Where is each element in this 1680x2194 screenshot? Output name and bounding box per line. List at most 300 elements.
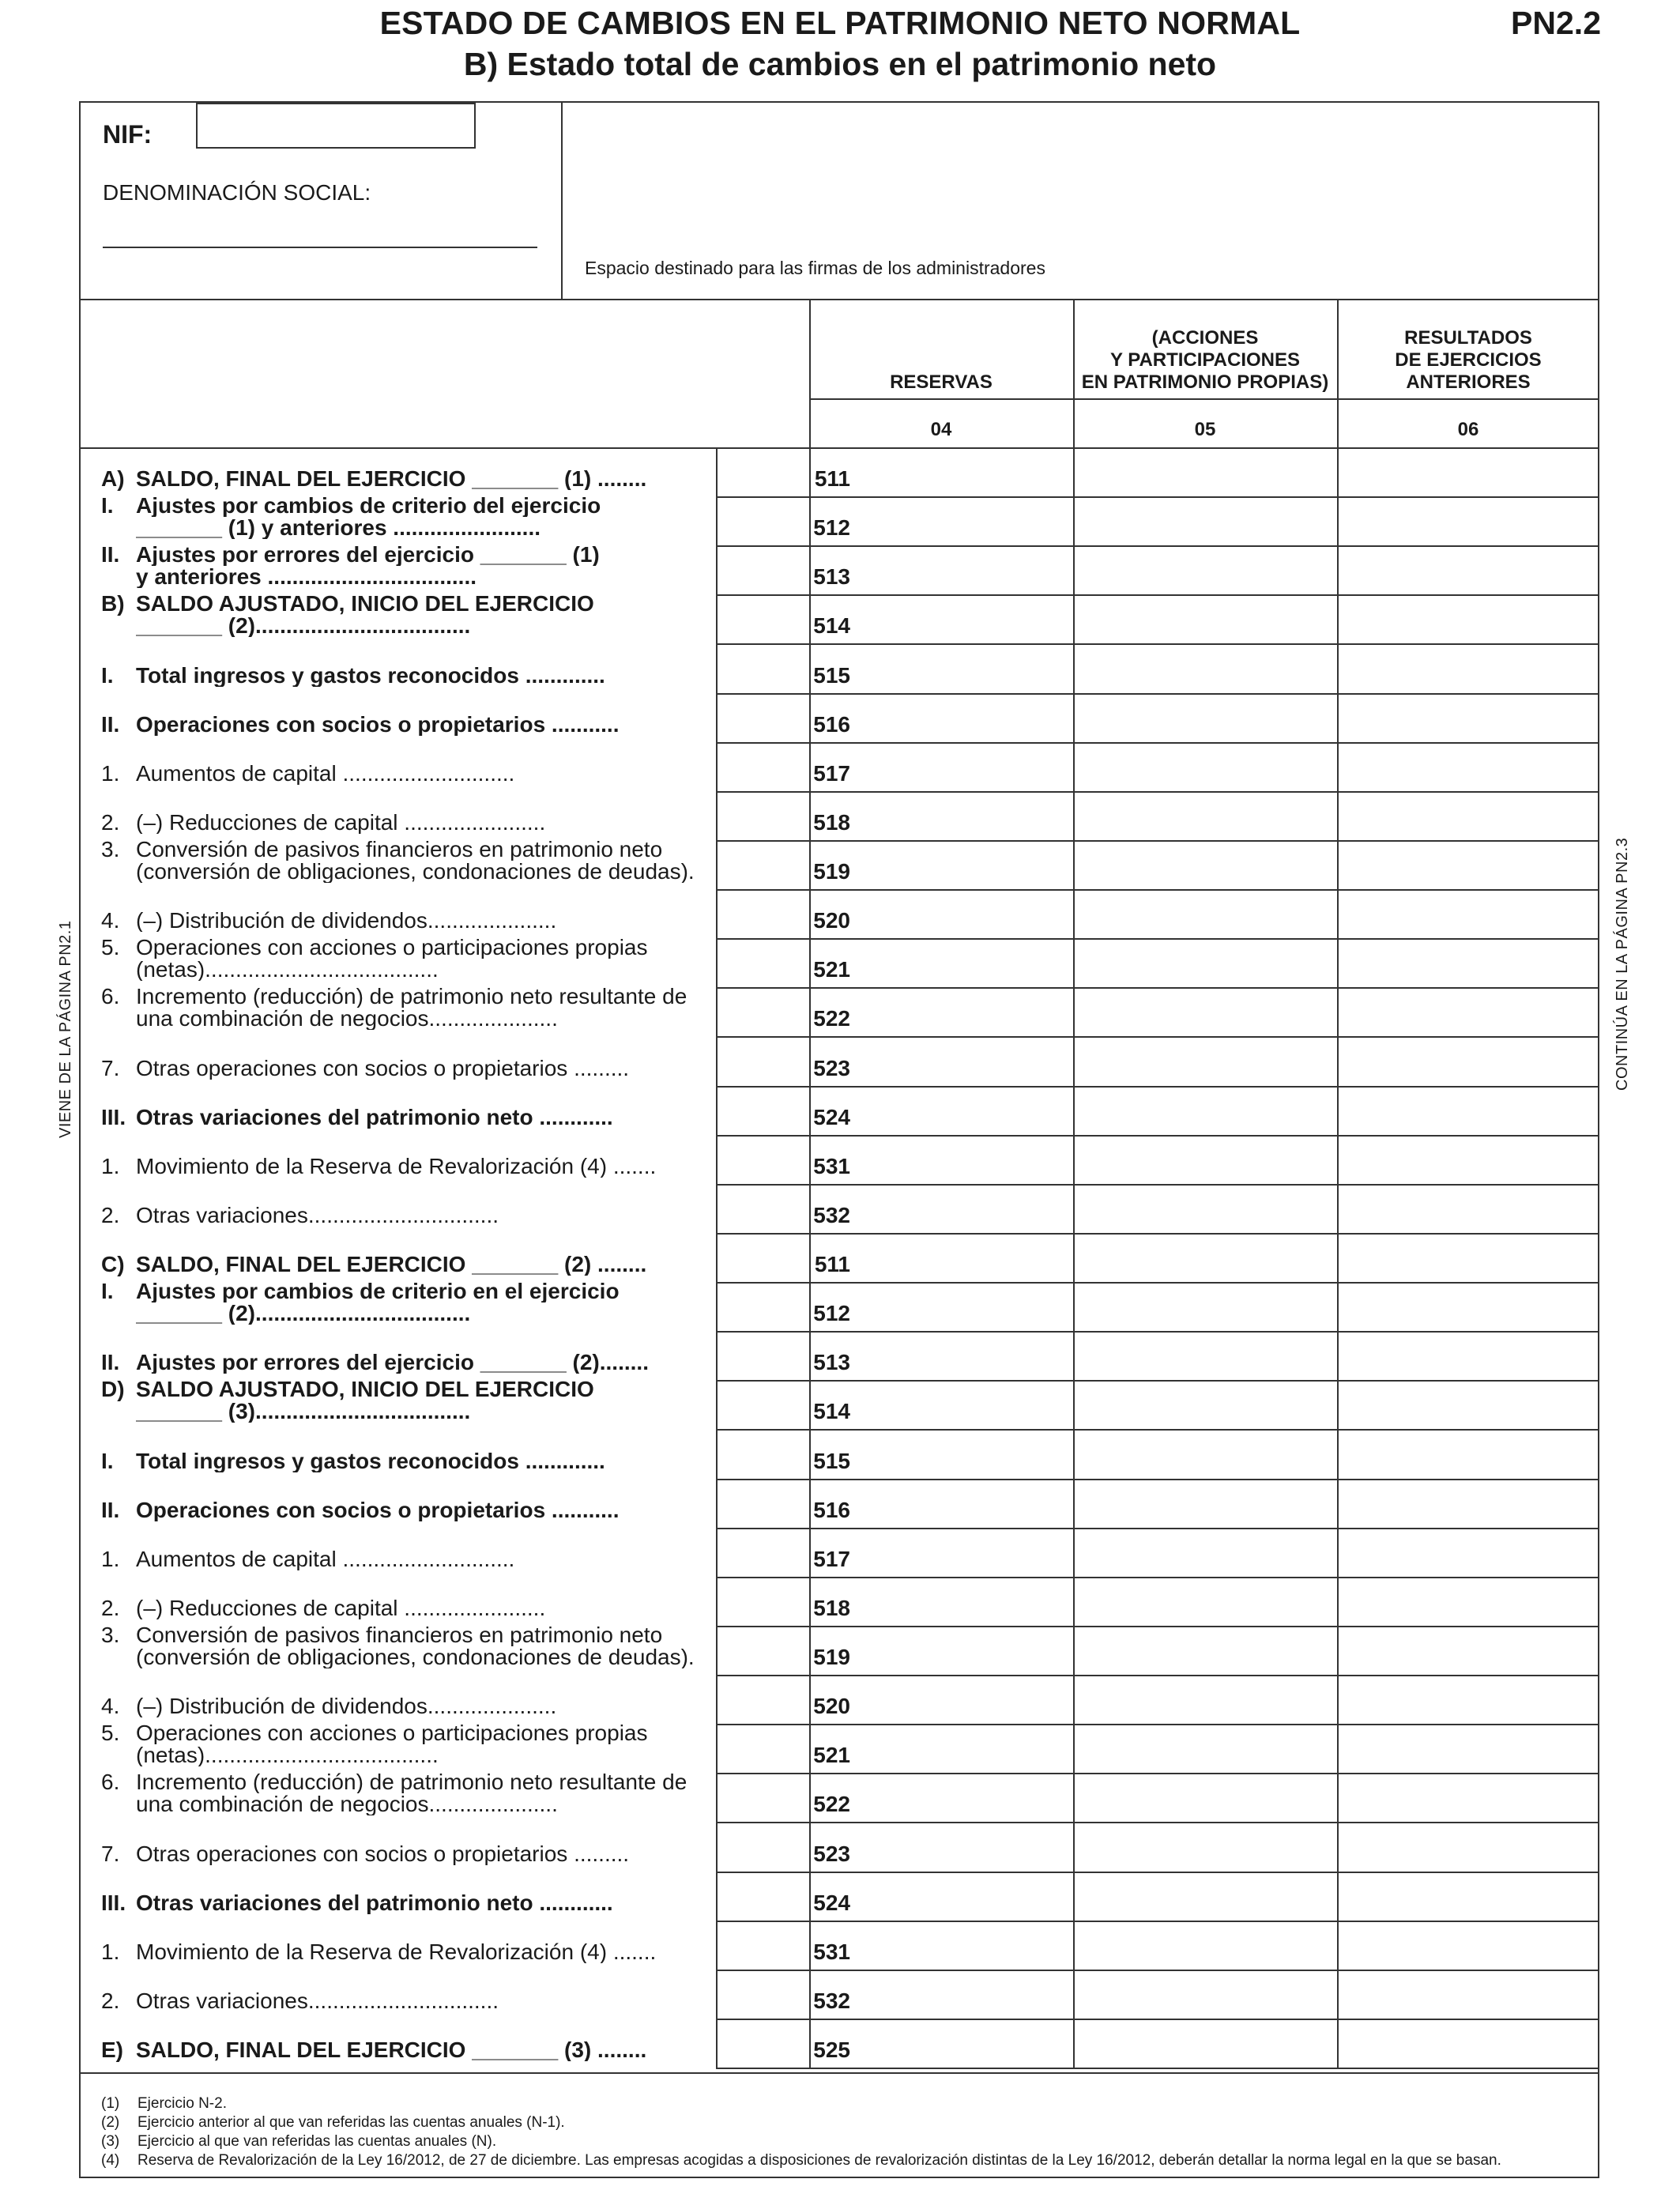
row-number bbox=[101, 1302, 136, 1325]
value-cell-05[interactable] bbox=[1075, 449, 1335, 495]
row-code: 517 bbox=[813, 1546, 850, 1571]
row-number bbox=[101, 1646, 136, 1668]
row-text: Otras operaciones con socios o propietarios ......... bbox=[136, 1057, 630, 1080]
row-label bbox=[101, 1429, 771, 1478]
row-text: Operaciones con socios o propietarios ........... bbox=[136, 713, 620, 736]
value-cell-04[interactable] bbox=[811, 1578, 1072, 1624]
row-number: I. bbox=[101, 1279, 114, 1304]
row-number: D) bbox=[101, 1377, 125, 1402]
value-cell-04[interactable] bbox=[811, 1186, 1072, 1231]
row-text: Aumentos de capital ............................ bbox=[136, 1547, 515, 1570]
column-number-06: 06 bbox=[1457, 419, 1479, 440]
value-cell-05[interactable] bbox=[1075, 1823, 1335, 1869]
row-text: Ajustes por errores del ejercicio _______ (1) bbox=[136, 544, 600, 567]
value-cell-06[interactable] bbox=[1339, 1038, 1598, 1084]
row-code: 532 bbox=[813, 1988, 850, 2013]
table-row bbox=[79, 493, 1599, 545]
row-number: 2. bbox=[101, 1202, 120, 1227]
value-cell-04[interactable] bbox=[811, 1137, 1072, 1182]
value-cell-06[interactable] bbox=[1339, 1578, 1598, 1624]
value-cell-05[interactable] bbox=[1075, 1873, 1335, 1919]
row-code: 522 bbox=[813, 1792, 850, 1817]
row-code: 518 bbox=[813, 809, 850, 835]
row-code: 521 bbox=[813, 1743, 850, 1768]
row-number: 2. bbox=[101, 1595, 120, 1620]
table-row bbox=[79, 542, 1599, 594]
table-row bbox=[79, 447, 1599, 496]
row-text: Conversión de pasivos financieros en patrimonio neto bbox=[136, 1624, 663, 1647]
table-row bbox=[79, 693, 1599, 742]
row-text: Operaciones con acciones o participaciones propias bbox=[136, 1722, 648, 1745]
row-number bbox=[101, 1008, 136, 1030]
value-cell-04[interactable] bbox=[811, 1627, 1072, 1673]
value-cell-04[interactable] bbox=[811, 989, 1072, 1035]
row-text: SALDO AJUSTADO, INICIO DEL EJERCICIO bbox=[136, 1378, 594, 1401]
row-text: _______ (3)................................... bbox=[136, 1400, 471, 1423]
value-cell-05[interactable] bbox=[1075, 2020, 1335, 2066]
footnote bbox=[101, 2132, 1501, 2151]
row-code: 519 bbox=[813, 859, 850, 884]
table-row bbox=[79, 1184, 1599, 1233]
row-number: I. bbox=[101, 1448, 114, 1473]
row-code: 515 bbox=[813, 1448, 850, 1473]
column-heading-05: (ACCIONES Y PARTICIPACIONES EN PATRIMONIO PROPIAS) bbox=[1081, 327, 1329, 393]
value-cell-04[interactable] bbox=[811, 842, 1072, 888]
row-number bbox=[101, 1400, 136, 1423]
value-cell-05[interactable] bbox=[1075, 744, 1335, 790]
row-code: 525 bbox=[813, 2037, 850, 2062]
row-text: Otras variaciones............................... bbox=[136, 1204, 499, 1227]
value-cell-05[interactable] bbox=[1075, 793, 1335, 839]
row-label bbox=[101, 1036, 771, 1085]
row-number: 5. bbox=[101, 935, 120, 960]
row-label bbox=[101, 1377, 771, 1429]
column-heading-04: RESERVAS bbox=[890, 371, 993, 393]
table-row bbox=[79, 1822, 1599, 1871]
table-row bbox=[79, 742, 1599, 791]
value-cell-05[interactable] bbox=[1075, 891, 1335, 937]
value-cell-04[interactable] bbox=[811, 498, 1072, 544]
table-row bbox=[79, 1331, 1599, 1380]
footnote bbox=[101, 2151, 1501, 2170]
row-label bbox=[101, 542, 771, 594]
row-label bbox=[101, 791, 771, 840]
value-cell-05[interactable] bbox=[1075, 1578, 1335, 1624]
value-cell-04[interactable] bbox=[811, 1774, 1072, 1820]
value-cell-06[interactable] bbox=[1339, 744, 1598, 790]
value-cell-04[interactable] bbox=[811, 1038, 1072, 1084]
row-number: 3. bbox=[101, 1623, 120, 1648]
id-bottom-rule bbox=[79, 299, 1599, 300]
row-label bbox=[101, 1770, 771, 1822]
table-row bbox=[79, 1721, 1599, 1773]
row-text: Otras variaciones del patrimonio neto ............ bbox=[136, 1891, 613, 1914]
table-row bbox=[79, 1479, 1599, 1528]
row-text: Otras operaciones con socios o propietarios ......... bbox=[136, 1842, 630, 1865]
value-cell-04[interactable] bbox=[811, 1922, 1072, 1968]
table-row bbox=[79, 791, 1599, 840]
footnote-text: Ejercicio al que van referidas las cuentas anuales (N). bbox=[137, 2133, 497, 2150]
footnote-text: Ejercicio anterior al que van referidas las cuentas anuales (N-1). bbox=[137, 2114, 565, 2131]
row-label bbox=[101, 643, 771, 692]
value-cell-06[interactable] bbox=[1339, 793, 1598, 839]
row-text: Operaciones con acciones o participaciones propias bbox=[136, 937, 648, 959]
value-cell-06[interactable] bbox=[1339, 1627, 1598, 1673]
row-number: 6. bbox=[101, 984, 120, 1009]
table-row bbox=[79, 1675, 1599, 1724]
row-number: III. bbox=[101, 1104, 126, 1129]
row-label bbox=[101, 1331, 771, 1380]
row-code: 516 bbox=[813, 711, 850, 737]
row-text: SALDO, FINAL DEL EJERCICIO _______ (1) ........ bbox=[136, 468, 647, 491]
value-cell-06[interactable] bbox=[1339, 547, 1598, 593]
footnote-key: (3) bbox=[101, 2133, 120, 2150]
row-text: Aumentos de capital ............................ bbox=[136, 762, 515, 785]
value-cell-05[interactable] bbox=[1075, 1382, 1335, 1427]
table-row bbox=[79, 1770, 1599, 1822]
value-cell-04[interactable] bbox=[811, 891, 1072, 937]
row-number bbox=[101, 517, 136, 539]
value-cell-05[interactable] bbox=[1075, 1971, 1335, 2017]
value-cell-05[interactable] bbox=[1075, 1186, 1335, 1231]
row-text: (–) Reducciones de capital ....................... bbox=[136, 811, 546, 834]
row-number: 5. bbox=[101, 1721, 120, 1746]
value-cell-06[interactable] bbox=[1339, 1431, 1598, 1476]
value-cell-06[interactable] bbox=[1339, 1137, 1598, 1182]
value-cell-04[interactable] bbox=[811, 1088, 1072, 1133]
row-label bbox=[101, 1528, 771, 1577]
row-text: Incremento (reducción) de patrimonio neto resultante de bbox=[136, 1771, 687, 1794]
value-cell-06[interactable] bbox=[1339, 1873, 1598, 1919]
row-text: (–) Distribución de dividendos..................... bbox=[136, 910, 557, 933]
table-row bbox=[79, 1135, 1599, 1184]
row-text: (conversión de obligaciones, condonaciones de deudas). bbox=[136, 861, 695, 884]
table-row bbox=[79, 1233, 1599, 1282]
row-number: E) bbox=[101, 2037, 123, 2062]
table-row bbox=[79, 643, 1599, 692]
value-cell-06[interactable] bbox=[1339, 842, 1598, 888]
side-note-right: CONTINÚA EN LA PÁGINA PN2.3 bbox=[1614, 837, 1631, 1091]
row-number: 6. bbox=[101, 1770, 120, 1795]
denominacion-input[interactable] bbox=[103, 247, 537, 248]
row-number bbox=[101, 615, 136, 637]
form-code: PN2.2 bbox=[1511, 5, 1601, 41]
row-code: 531 bbox=[813, 1939, 850, 1964]
value-cell-05[interactable] bbox=[1075, 1431, 1335, 1476]
value-cell-06[interactable] bbox=[1339, 1480, 1598, 1526]
row-text: y anteriores .................................. bbox=[136, 566, 477, 589]
value-cell-05[interactable] bbox=[1075, 547, 1335, 593]
nif-input[interactable] bbox=[196, 103, 476, 149]
value-cell-04[interactable] bbox=[811, 1971, 1072, 2017]
value-cell-06[interactable] bbox=[1339, 498, 1598, 544]
footnote-key: (1) bbox=[101, 2095, 120, 2112]
row-number: I. bbox=[101, 662, 114, 688]
row-label bbox=[101, 1279, 771, 1331]
footnote-text: Reserva de Revalorización de la Ley 16/2012, de 27 de diciembre. Las empresas acogidas a disposiciones de revalorización distintas de la Ley 16/2012, deberán detallar la norma legal en la que se basan. bbox=[137, 2152, 1501, 2169]
row-code: 519 bbox=[813, 1645, 850, 1670]
value-cell-04[interactable] bbox=[811, 547, 1072, 593]
row-text: (conversión de obligaciones, condonaciones de deudas). bbox=[136, 1646, 695, 1669]
value-cell-04[interactable] bbox=[811, 1529, 1072, 1575]
value-cell-05[interactable] bbox=[1075, 1922, 1335, 1968]
row-code: 520 bbox=[813, 1694, 850, 1719]
row-text: Operaciones con socios o propietarios ........... bbox=[136, 1498, 620, 1521]
value-cell-06[interactable] bbox=[1339, 1676, 1598, 1722]
value-cell-04[interactable] bbox=[811, 2020, 1072, 2066]
row-label bbox=[101, 493, 771, 545]
form-subtitle: B) Estado total de cambios en el patrimonio neto bbox=[463, 46, 1217, 82]
value-cell-05[interactable] bbox=[1075, 989, 1335, 1035]
row-code: 531 bbox=[813, 1153, 850, 1178]
table-bottom-rule bbox=[79, 2072, 1599, 2074]
row-text: una combinación de negocios..................... bbox=[136, 1008, 558, 1031]
row-code: 513 bbox=[813, 1350, 850, 1375]
value-cell-04[interactable] bbox=[811, 1480, 1072, 1526]
row-number: III. bbox=[101, 1890, 126, 1915]
row-code: 524 bbox=[813, 1890, 850, 1915]
table-row bbox=[79, 1872, 1599, 1921]
column-number-04: 04 bbox=[930, 419, 952, 440]
row-number bbox=[101, 861, 136, 883]
row-label bbox=[101, 984, 771, 1036]
value-cell-05[interactable] bbox=[1075, 1627, 1335, 1673]
table-row bbox=[79, 984, 1599, 1036]
row-number: 3. bbox=[101, 837, 120, 862]
value-cell-06[interactable] bbox=[1339, 1333, 1598, 1378]
row-code: 512 bbox=[813, 515, 850, 541]
value-cell-05[interactable] bbox=[1075, 940, 1335, 986]
row-code: 511 bbox=[814, 466, 850, 492]
value-cell-05[interactable] bbox=[1075, 1480, 1335, 1526]
value-cell-06[interactable] bbox=[1339, 1235, 1598, 1280]
row-label bbox=[101, 1970, 771, 2019]
value-cell-04[interactable] bbox=[811, 596, 1072, 642]
side-note-left: VIENE DE LA PÁGINA PN2.1 bbox=[57, 920, 74, 1138]
value-cell-06[interactable] bbox=[1339, 1774, 1598, 1820]
value-cell-04[interactable] bbox=[811, 695, 1072, 741]
value-cell-05[interactable] bbox=[1075, 1774, 1335, 1820]
row-label bbox=[101, 1822, 771, 1871]
value-cell-06[interactable] bbox=[1339, 695, 1598, 741]
row-number: 1. bbox=[101, 1153, 120, 1178]
row-text: una combinación de negocios..................... bbox=[136, 1793, 558, 1816]
row-code: 512 bbox=[813, 1301, 850, 1326]
firmas-area[interactable]: Espacio destinado para las firmas de los administradores bbox=[585, 258, 1045, 278]
value-cell-06[interactable] bbox=[1339, 1823, 1598, 1869]
table-row bbox=[79, 1921, 1599, 1970]
row-code: 511 bbox=[814, 1252, 850, 1277]
row-code: 518 bbox=[813, 1595, 850, 1620]
row-label bbox=[101, 2019, 771, 2068]
row-label bbox=[101, 1921, 771, 1970]
value-cell-05[interactable] bbox=[1075, 842, 1335, 888]
denominacion-label: DENOMINACIÓN SOCIAL: bbox=[103, 180, 371, 205]
value-cell-06[interactable] bbox=[1339, 1922, 1598, 1968]
row-number: II. bbox=[101, 711, 120, 737]
row-label bbox=[101, 1086, 771, 1135]
value-cell-04[interactable] bbox=[811, 1725, 1072, 1771]
value-cell-06[interactable] bbox=[1339, 1186, 1598, 1231]
row-text: (netas)...................................... bbox=[136, 1744, 439, 1767]
row-label bbox=[101, 889, 771, 938]
row-text: Movimiento de la Reserva de Revalorización (4) ....... bbox=[136, 1940, 657, 1963]
row-text: Otras variaciones del patrimonio neto ............ bbox=[136, 1106, 613, 1129]
row-text: Otras variaciones............................... bbox=[136, 1989, 499, 2012]
footnote-text: Ejercicio N-2. bbox=[137, 2095, 227, 2112]
row-number: 4. bbox=[101, 908, 120, 933]
value-cell-06[interactable] bbox=[1339, 989, 1598, 1035]
row-code: 520 bbox=[813, 908, 850, 933]
row-text: Ajustes por cambios de criterio en el ejercicio bbox=[136, 1280, 620, 1303]
row-code: 524 bbox=[813, 1104, 850, 1129]
row-label bbox=[101, 1184, 771, 1233]
value-cell-04[interactable] bbox=[811, 1235, 1072, 1280]
row-number: 1. bbox=[101, 760, 120, 786]
footnotes bbox=[101, 2094, 1501, 2170]
row-label bbox=[101, 742, 771, 791]
row-code: 513 bbox=[813, 564, 850, 590]
table-row bbox=[79, 1086, 1599, 1135]
value-cell-06[interactable] bbox=[1339, 940, 1598, 986]
value-cell-06[interactable] bbox=[1339, 1284, 1598, 1329]
value-cell-05[interactable] bbox=[1075, 1333, 1335, 1378]
value-cell-06[interactable] bbox=[1339, 1529, 1598, 1575]
value-cell-06[interactable] bbox=[1339, 596, 1598, 642]
footnote-key: (2) bbox=[101, 2114, 120, 2131]
row-label bbox=[101, 837, 771, 889]
table-row bbox=[79, 1577, 1599, 1626]
row-text: _______ (2)................................... bbox=[136, 1302, 471, 1325]
row-text: Movimiento de la Reserva de Revalorización (4) ....... bbox=[136, 1155, 657, 1178]
row-label bbox=[101, 1233, 771, 1282]
value-cell-04[interactable] bbox=[811, 1873, 1072, 1919]
row-label bbox=[101, 1872, 771, 1921]
row-text: (–) Reducciones de capital ....................... bbox=[136, 1596, 546, 1619]
row-label bbox=[101, 591, 771, 643]
row-text: (–) Distribución de dividendos..................... bbox=[136, 1695, 557, 1718]
value-cell-04[interactable] bbox=[811, 1382, 1072, 1427]
value-cell-06[interactable] bbox=[1339, 1971, 1598, 2017]
row-number: C) bbox=[101, 1252, 125, 1277]
row-code: 521 bbox=[813, 957, 850, 982]
row-label bbox=[101, 447, 771, 496]
row-code: 532 bbox=[813, 1202, 850, 1227]
id-divider bbox=[561, 101, 563, 299]
value-cell-05[interactable] bbox=[1075, 1088, 1335, 1133]
value-cell-05[interactable] bbox=[1075, 1284, 1335, 1329]
row-number: 7. bbox=[101, 1841, 120, 1866]
value-cell-05[interactable] bbox=[1075, 1235, 1335, 1280]
value-cell-06[interactable] bbox=[1339, 449, 1598, 495]
row-number: 1. bbox=[101, 1546, 120, 1571]
row-number: II. bbox=[101, 1497, 120, 1522]
value-cell-05[interactable] bbox=[1075, 1038, 1335, 1084]
row-code: 523 bbox=[813, 1055, 850, 1080]
value-cell-06[interactable] bbox=[1339, 891, 1598, 937]
table-row bbox=[79, 1279, 1599, 1331]
value-cell-04[interactable] bbox=[811, 1284, 1072, 1329]
value-cell-04[interactable] bbox=[811, 1431, 1072, 1476]
value-cell-05[interactable] bbox=[1075, 1725, 1335, 1771]
row-rule bbox=[716, 2068, 1599, 2069]
value-cell-05[interactable] bbox=[1075, 1137, 1335, 1182]
value-cell-04[interactable] bbox=[811, 1676, 1072, 1722]
row-text: SALDO, FINAL DEL EJERCICIO _______ (3) ........ bbox=[136, 2038, 647, 2061]
row-label bbox=[101, 1135, 771, 1184]
row-label bbox=[101, 1577, 771, 1626]
row-label bbox=[101, 1479, 771, 1528]
footnote-key: (4) bbox=[101, 2152, 120, 2169]
row-text: (netas)...................................... bbox=[136, 959, 439, 982]
row-number: 7. bbox=[101, 1055, 120, 1080]
row-number: 1. bbox=[101, 1939, 120, 1964]
row-code: 516 bbox=[813, 1497, 850, 1522]
value-cell-05[interactable] bbox=[1075, 645, 1335, 691]
row-number bbox=[101, 566, 136, 588]
table-row bbox=[79, 837, 1599, 889]
row-text: Total ingresos y gastos reconocidos ............. bbox=[136, 1449, 605, 1472]
value-cell-05[interactable] bbox=[1075, 1529, 1335, 1575]
footnote bbox=[101, 2113, 1501, 2132]
row-label bbox=[101, 1623, 771, 1675]
table-row bbox=[79, 591, 1599, 643]
row-code: 514 bbox=[813, 613, 850, 639]
table-row bbox=[79, 1036, 1599, 1085]
value-cell-05[interactable] bbox=[1075, 596, 1335, 642]
value-cell-05[interactable] bbox=[1075, 695, 1335, 741]
nif-label: NIF: bbox=[103, 120, 153, 149]
row-code: 515 bbox=[813, 662, 850, 688]
value-cell-05[interactable] bbox=[1075, 498, 1335, 544]
value-cell-04[interactable] bbox=[811, 645, 1072, 691]
row-text: Total ingresos y gastos reconocidos ............. bbox=[136, 664, 605, 687]
row-number: A) bbox=[101, 466, 125, 492]
value-cell-06[interactable] bbox=[1339, 1088, 1598, 1133]
value-cell-04[interactable] bbox=[811, 1333, 1072, 1378]
table-row bbox=[79, 935, 1599, 987]
table-row bbox=[79, 1623, 1599, 1675]
row-text: Incremento (reducción) de patrimonio neto resultante de bbox=[136, 986, 687, 1008]
table-row bbox=[79, 1429, 1599, 1478]
row-label bbox=[101, 935, 771, 987]
table-row bbox=[79, 1377, 1599, 1429]
value-cell-06[interactable] bbox=[1339, 1725, 1598, 1771]
row-text: Ajustes por errores del ejercicio _______ (2)........ bbox=[136, 1351, 649, 1374]
value-cell-06[interactable] bbox=[1339, 2020, 1598, 2066]
value-cell-04[interactable] bbox=[811, 793, 1072, 839]
value-cell-06[interactable] bbox=[1339, 1382, 1598, 1427]
row-text: SALDO, FINAL DEL EJERCICIO _______ (2) ........ bbox=[136, 1253, 647, 1276]
value-cell-04[interactable] bbox=[811, 940, 1072, 986]
value-cell-04[interactable] bbox=[811, 449, 1072, 495]
row-number: II. bbox=[101, 542, 120, 567]
row-text: _______ (1) y anteriores ........................ bbox=[136, 517, 541, 540]
row-code: 517 bbox=[813, 760, 850, 786]
row-number: 2. bbox=[101, 809, 120, 835]
row-label bbox=[101, 1721, 771, 1773]
table-row bbox=[79, 889, 1599, 938]
value-cell-04[interactable] bbox=[811, 1823, 1072, 1869]
row-number: II. bbox=[101, 1350, 120, 1375]
value-cell-04[interactable] bbox=[811, 744, 1072, 790]
row-number: 4. bbox=[101, 1694, 120, 1719]
value-cell-06[interactable] bbox=[1339, 645, 1598, 691]
value-cell-05[interactable] bbox=[1075, 1676, 1335, 1722]
row-number: B) bbox=[101, 591, 125, 616]
column-heading-06: RESULTADOS DE EJERCICIOS ANTERIORES bbox=[1395, 327, 1542, 393]
row-label bbox=[101, 1675, 771, 1724]
